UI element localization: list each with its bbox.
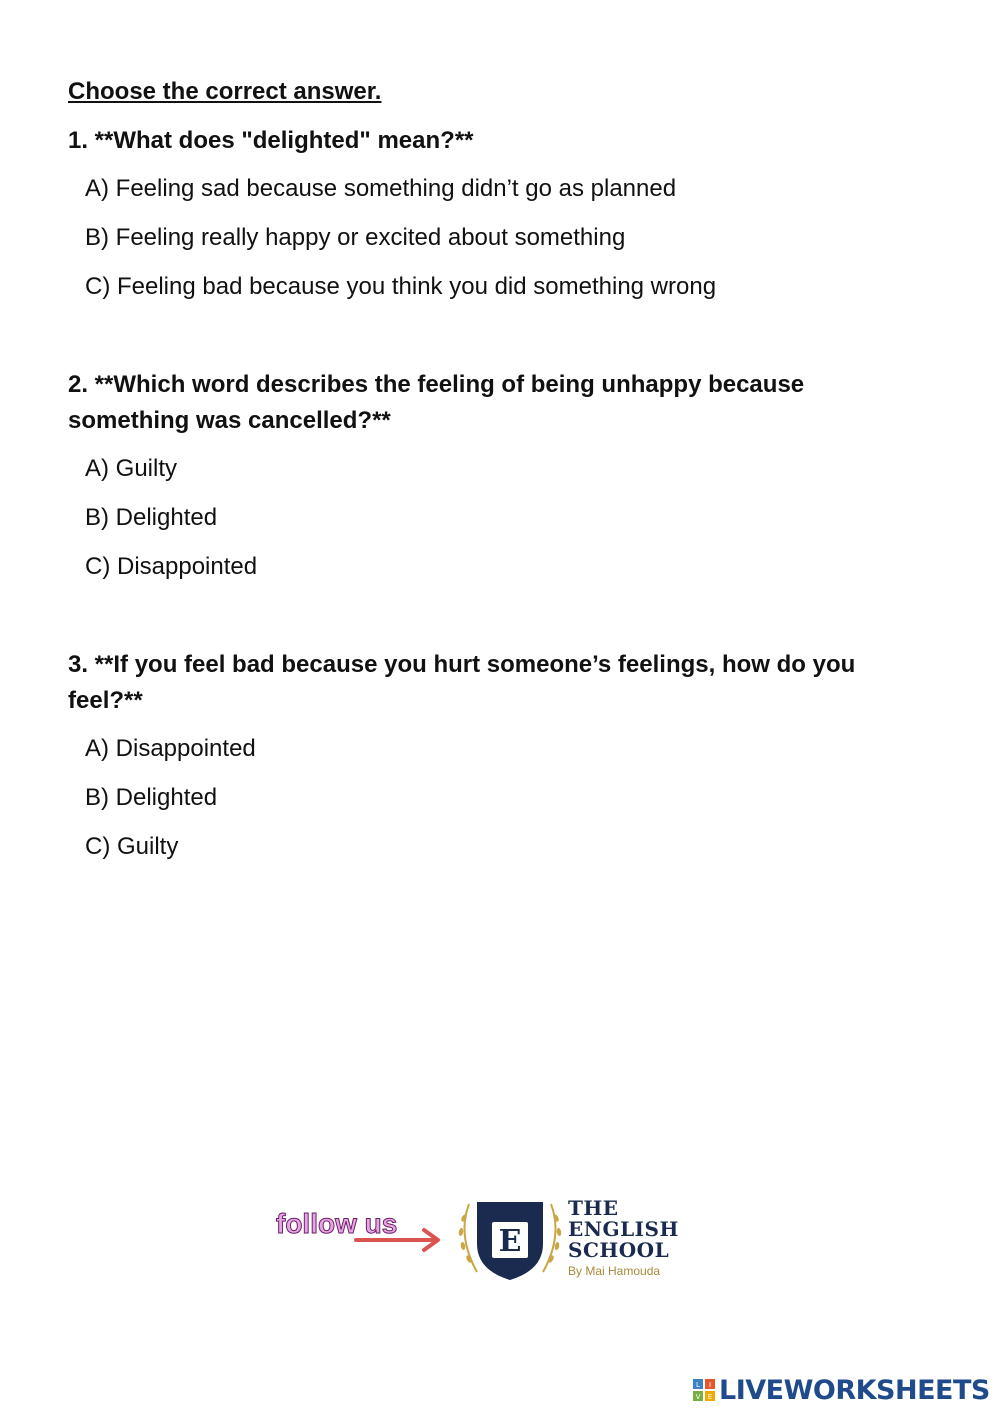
- option-1c[interactable]: C) Feeling bad because you think you did something wrong: [85, 273, 717, 300]
- liveworksheets-wordmark: LIVEWORKSHEETS: [719, 1374, 990, 1406]
- option-3a[interactable]: A) Disappointed: [85, 735, 256, 762]
- liveworksheets-logo[interactable]: [693, 1374, 990, 1406]
- option-1b[interactable]: B) Feeling really happy or excited about something: [85, 224, 626, 251]
- svg-text:V: V: [695, 1393, 701, 1401]
- svg-text:E: E: [707, 1393, 713, 1401]
- follow-us-text[interactable]: follow us: [276, 1208, 398, 1239]
- instruction-heading: Choose the correct answer.: [68, 78, 382, 105]
- question-2-options: [85, 456, 257, 603]
- question-3-options: [85, 736, 256, 883]
- brand-name: THE ENGLISH SCHOOL: [568, 1196, 679, 1262]
- question-3: 3. **If you feel bad because you hurt someone’s feelings, how do you feel?**: [68, 651, 856, 714]
- crest-letter: E: [498, 1224, 522, 1259]
- option-3b[interactable]: B) Delighted: [85, 784, 218, 811]
- brand-byline: By Mai Hamouda: [568, 1264, 661, 1278]
- question-2: 2. **Which word describes the feeling of being unhappy because something was cancelled?**: [68, 371, 805, 434]
- svg-text:L: L: [696, 1381, 700, 1389]
- option-1a[interactable]: A) Feeling sad because something didn’t go as planned: [85, 175, 677, 202]
- arrow-right-icon: [354, 1226, 450, 1254]
- question-1: 1. **What does "delighted" mean?**: [68, 127, 474, 154]
- question-1-options: [85, 176, 716, 323]
- option-2a[interactable]: A) Guilty: [85, 455, 178, 482]
- follow-us-banner[interactable]: [270, 1190, 690, 1290]
- option-2b[interactable]: B) Delighted: [85, 504, 218, 531]
- svg-text:I: I: [708, 1381, 712, 1389]
- option-3c[interactable]: C) Guilty: [85, 833, 179, 860]
- option-2c[interactable]: C) Disappointed: [85, 553, 258, 580]
- english-school-crest-icon: [455, 1196, 565, 1282]
- liveworksheets-grid-icon: [693, 1379, 715, 1401]
